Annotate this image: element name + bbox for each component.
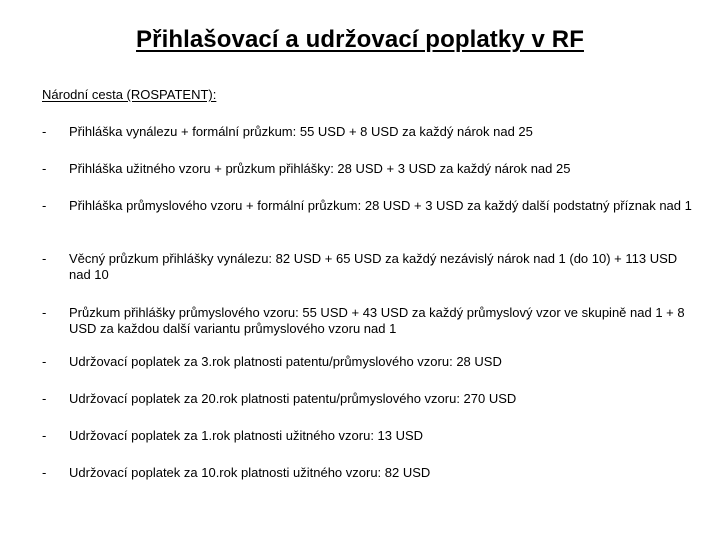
bullet-dash: -	[42, 428, 47, 443]
bullet-dash: -	[42, 465, 47, 480]
fee-item-text: Přihláška užitného vzoru + průzkum přihlášky: 28 USD + 3 USD za každý nárok nad 25	[69, 161, 571, 176]
bullet-dash: -	[42, 305, 47, 320]
bullet-dash: -	[42, 161, 47, 176]
fee-item-text: Udržovací poplatek za 10.rok platnosti užitného vzoru: 82 USD	[69, 465, 431, 480]
slide-title: Přihlašovací a udržovací poplatky v RF	[136, 26, 584, 53]
bullet-dash: -	[42, 251, 47, 266]
bullet-dash: -	[42, 198, 47, 213]
fee-item-text: Průzkum přihlášky průmyslového vzoru: 55 USD + 43 USD za každý průmyslový vzor ve skupině nad 1 + 8 USD za každou další variantu průmyslového vzoru nad 1	[69, 305, 685, 336]
bullet-dash: -	[42, 124, 47, 139]
fee-item-text: Udržovací poplatek za 3.rok platnosti patentu/průmyslového vzoru: 28 USD	[69, 354, 502, 369]
section-heading: Národní cesta (ROSPATENT):	[42, 87, 217, 102]
fee-item-text: Přihláška průmyslového vzoru + formální průzkum: 28 USD + 3 USD za každý další podstatný příznak nad 1	[69, 198, 692, 213]
fee-item-text: Udržovací poplatek za 1.rok platnosti užitného vzoru: 13 USD	[69, 428, 424, 443]
fee-item-text: Udržovací poplatek za 20.rok platnosti patentu/průmyslového vzoru: 270 USD	[69, 391, 517, 406]
bullet-dash: -	[42, 354, 47, 369]
bullet-dash: -	[42, 391, 47, 406]
fee-item-text: Věcný průzkum přihlášky vynálezu: 82 USD + 65 USD za každý nezávislý nárok nad 1 (do 10) + 113 USD nad 10	[69, 251, 678, 282]
fee-item-text: Přihláška vynálezu + formální průzkum: 55 USD + 8 USD za každý nárok nad 25	[69, 124, 533, 139]
